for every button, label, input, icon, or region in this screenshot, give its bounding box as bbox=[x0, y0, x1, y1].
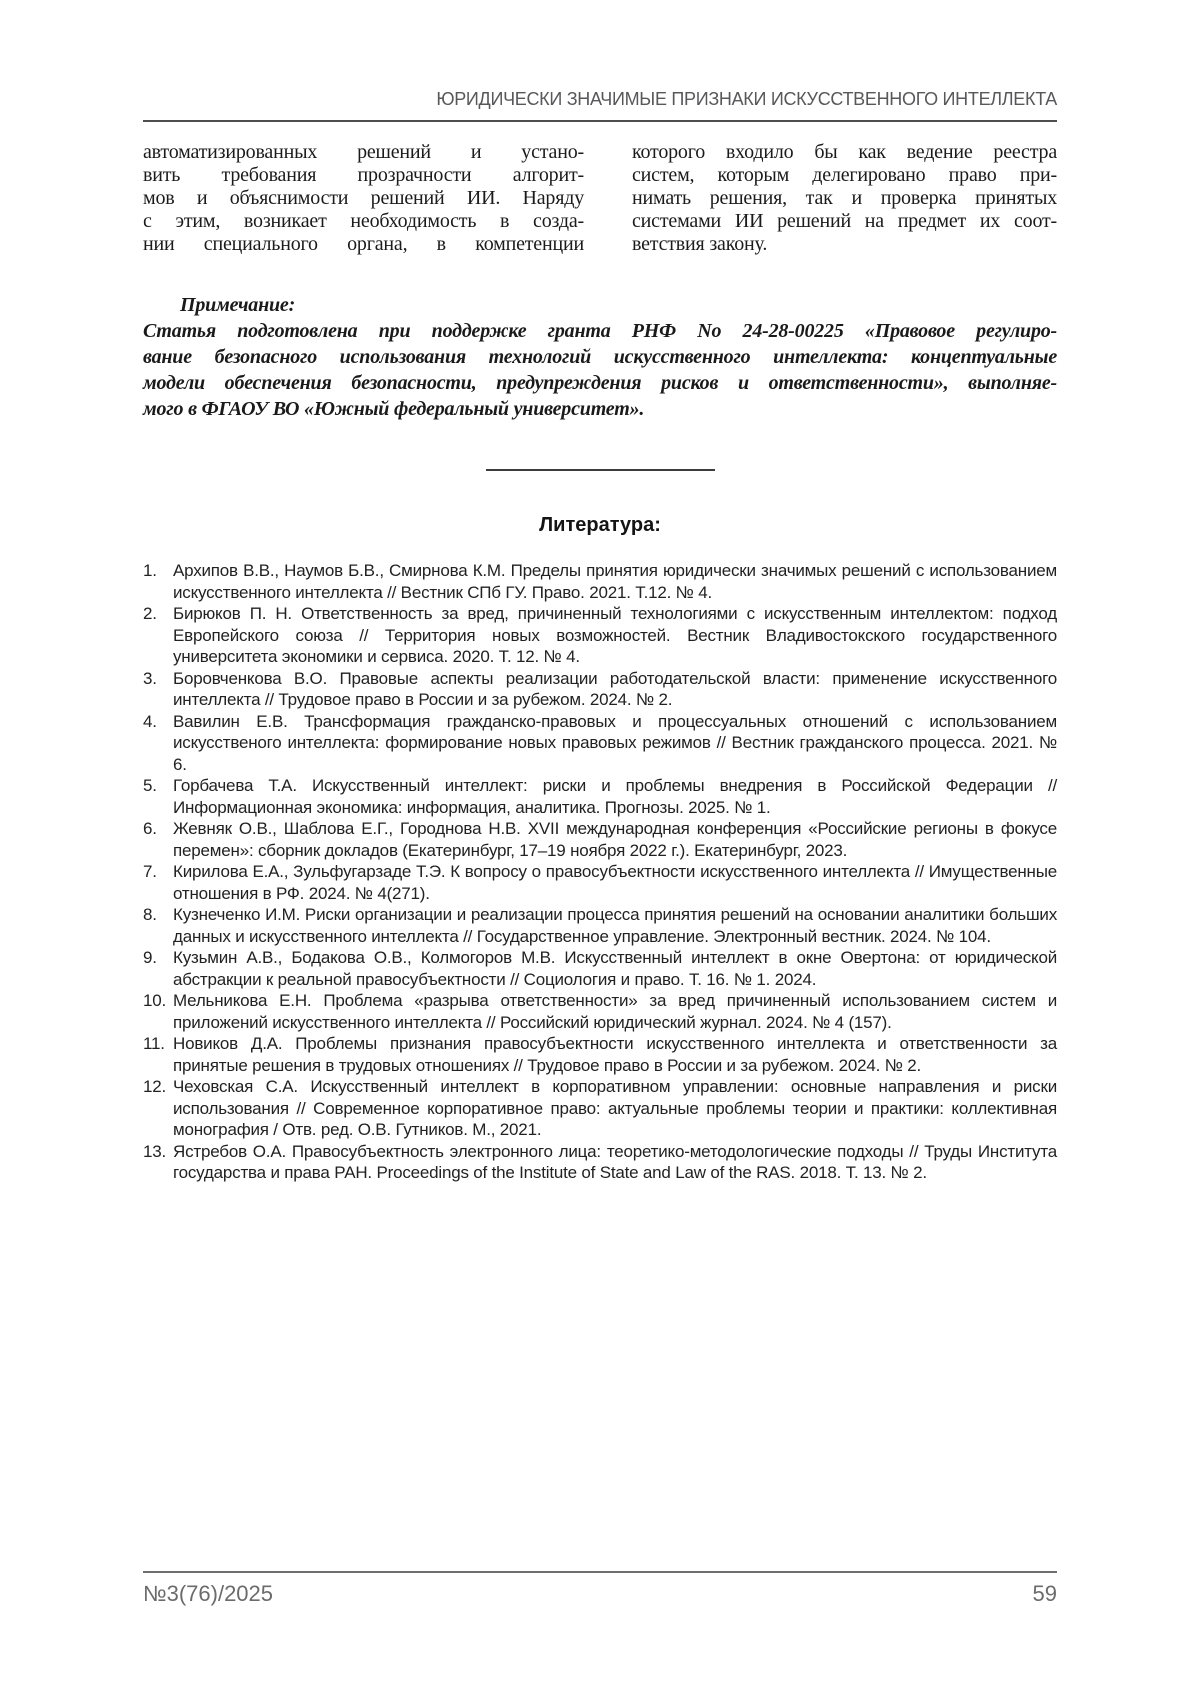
article-column-left bbox=[143, 141, 584, 256]
reference-number: 8. bbox=[143, 905, 157, 924]
reference-item bbox=[143, 904, 1057, 947]
note-text-line: вание безопасного использования технологий искусственного интеллекта: концептуальные bbox=[143, 346, 1057, 368]
reference-text: Архипов В.В., Наумов Б.В., Смирнова К.М. Пределы принятия юридически значимых решений с использованием искусственного интеллекта // Вестник СПб ГУ. Право. 2021. Т.12. № 4. bbox=[173, 561, 1057, 602]
section-divider bbox=[486, 469, 715, 471]
reference-text: Новиков Д.А. Проблемы признания правосубъектности искусственного интеллекта и ответственности за принятые решения в трудовых отношениях // Трудовое право в России и за рубежом. 2024. № 2. bbox=[173, 1034, 1057, 1075]
reference-number: 3. bbox=[143, 668, 157, 688]
reference-number: 10. bbox=[143, 991, 167, 1010]
reference-item bbox=[143, 711, 1057, 776]
article-text-line: вить требования прозрачности алгорит- bbox=[143, 164, 584, 186]
note-text-line: мого в ФГАОУ ВО «Южный федеральный университет». bbox=[143, 398, 645, 420]
funding-note bbox=[143, 292, 1057, 422]
reference-number: 13. bbox=[143, 1141, 167, 1161]
article-text-line: с этим, возникает необходимость в созда- bbox=[143, 210, 584, 232]
journal-issue: №3(76)/2025 bbox=[143, 1581, 274, 1606]
note-text-line: модели обеспечения безопасности, предупреждения рисков и ответственности», выполняе- bbox=[143, 372, 1057, 394]
reference-number: 5. bbox=[143, 776, 157, 795]
reference-text: Ястребов О.А. Правосубъектность электронного лица: теоретико-методологические подходы // Труды Института государства и права РАН. Proceedings of the Institute of State and Law of the RAS. 2018. Т. 13. № 2. bbox=[173, 1141, 1057, 1182]
reference-item bbox=[143, 1076, 1057, 1141]
references-heading: Литература: bbox=[539, 514, 661, 536]
reference-item bbox=[143, 560, 1057, 603]
page-footer bbox=[143, 1581, 1057, 1607]
reference-number: 9. bbox=[143, 948, 157, 967]
article-text-line: нимать решения, так и проверка принятых bbox=[632, 187, 1057, 209]
article-text-line: ветствия закону. bbox=[632, 233, 768, 255]
references-list bbox=[143, 560, 1057, 1184]
reference-text: Жевняк О.В., Шаблова Е.Г., Городнова Н.В. XVII международная конференция «Российские регионы в фокусе перемен»: сборник докладов (Екатеринбург, 17–19 ноября 2022 г.). Екатеринбург, 2023. bbox=[173, 819, 1057, 860]
reference-item bbox=[143, 603, 1057, 668]
reference-item bbox=[143, 1033, 1057, 1076]
footer-rule bbox=[143, 1571, 1057, 1573]
reference-number: 4. bbox=[143, 711, 157, 731]
article-text-line: которого входило бы как ведение реестра bbox=[632, 141, 1057, 163]
reference-item bbox=[143, 947, 1057, 990]
reference-number: 7. bbox=[143, 862, 157, 881]
reference-text: Бирюков П. Н. Ответственность за вред, причиненный технологиями с искусственным интеллектом: подход Европейского союза // Территория новых возможностей. Вестник Владивостокского государственного университета экономики и сервиса. 2020. Т. 12. № 4. bbox=[173, 604, 1057, 666]
reference-item bbox=[143, 775, 1057, 818]
note-text bbox=[143, 318, 1057, 422]
reference-item bbox=[143, 990, 1057, 1033]
reference-number: 6. bbox=[143, 819, 157, 838]
reference-text: Горбачева Т.А. Искусственный интеллект: риски и проблемы внедрения в Российской Федерации // Информационная экономика: информация, аналитика. Прогнозы. 2025. № 1. bbox=[173, 776, 1057, 817]
page-header bbox=[143, 88, 1057, 122]
reference-text: Кузнеченко И.М. Риски организации и реализации процесса принятия решений на основании аналитики больших данных и искусственного интеллекта // Государственное управление. Электронный вестник. 2024. № 104. bbox=[173, 905, 1057, 946]
reference-item bbox=[143, 818, 1057, 861]
reference-text: Мельникова Е.Н. Проблема «разрыва ответственности» за вред причиненный использованием систем и приложений искусственного интеллекта // Российский юридический журнал. 2024. № 4 (157). bbox=[173, 991, 1057, 1032]
reference-item bbox=[143, 1141, 1057, 1184]
article-text-line: нии специального органа, в компетенции bbox=[143, 233, 584, 255]
reference-text: Кирилова Е.А., Зульфугарзаде Т.Э. К вопросу о правосубъектности искусственного интеллекта // Имущественные отношения в РФ. 2024. № 4(271). bbox=[173, 862, 1057, 903]
page-number: 59 bbox=[1032, 1581, 1057, 1606]
reference-number: 1. bbox=[143, 561, 157, 580]
reference-text: Вавилин Е.В. Трансформация гражданско-правовых и процессуальных отношений с использованием искусственого интеллекта: формирование новых правовых режимов // Вестник гражданского процесса. 2021. № 6. bbox=[173, 711, 1057, 774]
article-text-line: автоматизированных решений и устано- bbox=[143, 141, 584, 163]
reference-number: 2. bbox=[143, 604, 157, 623]
article-text-line: системами ИИ решений на предмет их соот- bbox=[632, 210, 1057, 232]
note-text-line: Статья подготовлена при поддержке гранта РНФ No 24-28-00225 «Правовое регулиро- bbox=[143, 320, 1057, 342]
reference-item bbox=[143, 861, 1057, 904]
reference-text: Чеховская С.А. Искусственный интеллект в корпоративном управлении: основные направления и риски использования // Современное корпоративное право: актуальные проблемы теории и практики: коллективная монография / Отв. ред. О.В. Гутников. М., 2021. bbox=[173, 1077, 1057, 1139]
article-column-right bbox=[632, 141, 1057, 256]
reference-number: 12. bbox=[143, 1077, 167, 1096]
header-rule bbox=[143, 120, 1057, 122]
article-text bbox=[143, 141, 1057, 256]
reference-text: Кузьмин А.В., Бодакова О.В., Колмогоров М.В. Искусственный интеллект в окне Овертона: от юридической абстракции к реальной правосубъектности // Социология и право. Т. 16. № 1. 2024. bbox=[173, 948, 1057, 989]
article-text-line: мов и объяснимости решений ИИ. Наряду bbox=[143, 187, 584, 209]
reference-item bbox=[143, 668, 1057, 711]
article-text-line: систем, которым делегировано право при- bbox=[632, 164, 1057, 186]
reference-number: 11. bbox=[143, 1034, 165, 1053]
reference-text: Боровченкова В.О. Правовые аспекты реализации работодательской власти: применение искусственного интеллекта // Трудовое право в России и за рубежом. 2024. № 2. bbox=[173, 668, 1057, 709]
note-label: Примечание: bbox=[180, 294, 296, 316]
running-head-title: ЮРИДИЧЕСКИ ЗНАЧИМЫЕ ПРИЗНАКИ ИСКУССТВЕННОГО ИНТЕЛЛЕКТА bbox=[436, 89, 1057, 109]
